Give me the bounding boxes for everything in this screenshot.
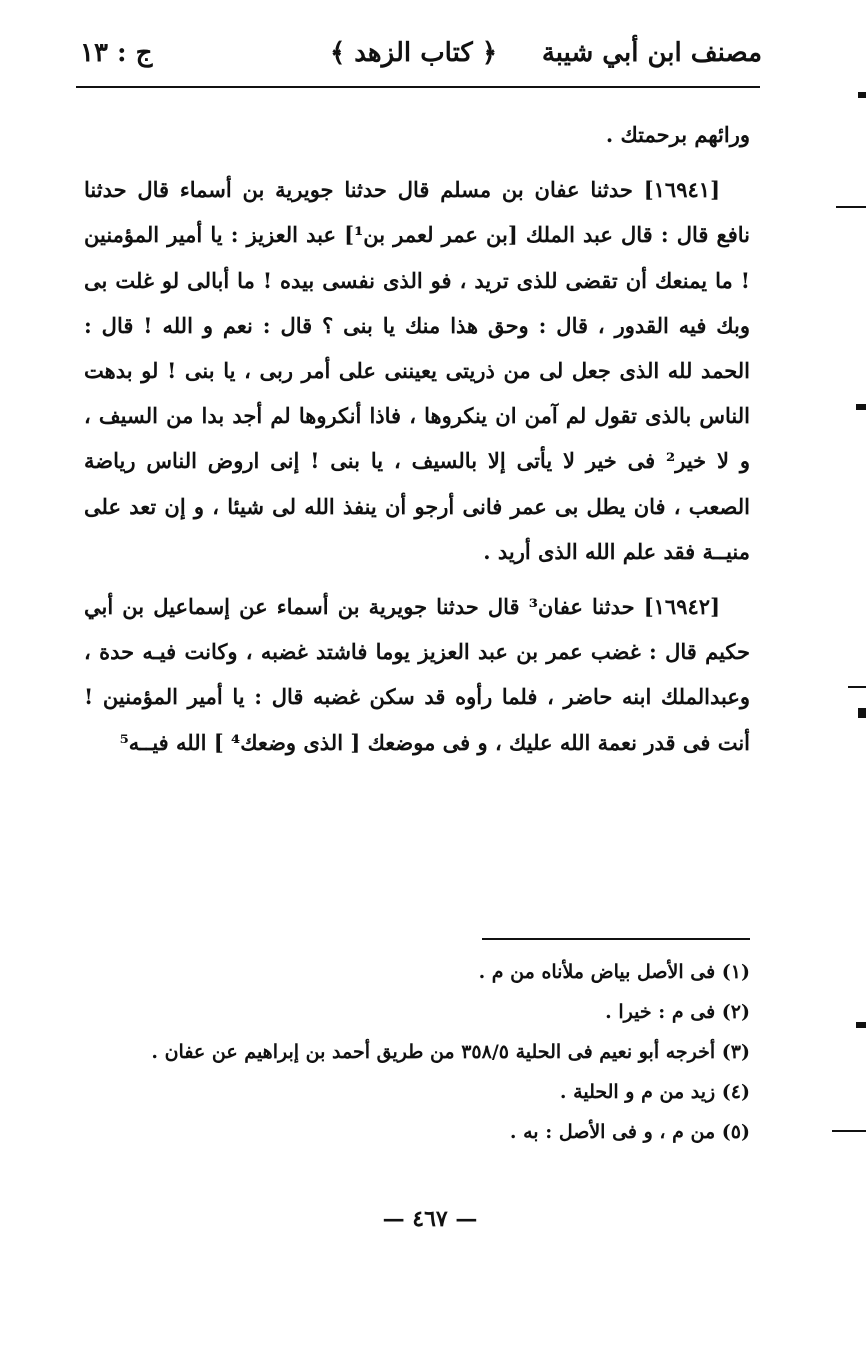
hadith-16942: [١٦٩٤٢] حدثنا عفان³ قال حدثنا جويرية بن أسماء عن إسماعيل بن أبي حكيم قال : غضب عمر بن عبد العزيز يوما فاشتد غضبه ، وكانت فيـه حدة ، وعبدالملك ابنه حاضر ، فلما رأوه قد سكن غضبه قال : يا أمير المؤمنين ! أنت فى قدر نعمة الله عليك ، و فى موضعك [ الذى وضعك⁴ ] الله فيــه⁵ [84, 594, 750, 755]
footnote-3: (٣) أخرجه أبو نعيم فى الحلية ٣٥٨/٥ من طريق أحمد بن إبراهيم عن عفان . [151, 1041, 750, 1063]
footnote-5: (٥) من م ، و فى الأصل : به . [509, 1121, 750, 1143]
scan-mark [848, 686, 866, 688]
scan-mark [858, 708, 866, 718]
scan-mark [832, 1130, 866, 1132]
header-rule [76, 86, 760, 88]
running-header-volume: ج : ١٣ [80, 38, 153, 68]
footnote-2: (٢) فى م : خيرا . [605, 1001, 750, 1023]
scan-mark [836, 206, 866, 208]
footnote-1: (١) فى الأصل بياض ملأناه من م . [478, 961, 750, 983]
footnote-4: (٤) زيد من م و الحلية . [559, 1081, 750, 1103]
scan-mark [856, 404, 866, 410]
scan-mark [858, 92, 866, 98]
footnote-rule [482, 938, 750, 940]
running-header-chapter: ﴿ كتاب الزهد ﴾ [330, 38, 498, 68]
scan-mark [856, 1022, 866, 1028]
page-number: — ٤٦٧ — [382, 1206, 478, 1232]
text-paragraph-continuation: ورائهم برحمتك . [605, 122, 750, 147]
main-text [84, 112, 750, 765]
hadith-16941: [١٦٩٤١] حدثنا عفان بن مسلم قال حدثنا جويرية بن أسماء قال حدثنا نافع قال : قال عبد الملك [بن عمر لعمر بن¹] عبد العزيز : يا أمير المؤمنين ! ما يمنعك أن تقضى للذى تريد ، فو الذى نفسى بيده ! ما أبالى لو غلت بى وبك فيه القدور ، قال : وحق هذا منك يا بنى ؟ قال : نعم و الله ! قال : الحمد لله الذى جعل لى من ذريتى يعيننى على أمر ربى ، يا بنى ! لو بدهت الناس بالذى تقول لم آمن ان ينكروها ، فاذا أنكروها لم أجد بدا من السيف ، و لا خير² فى خير لا يأتى إلا بالسيف ، يا بنى ! إنى اروض الناس رياضة الصعب ، فان يطل بى عمر فانى أرجو أن ينفذ الله لى شيئا ، و إن تعد على منيــة فقد علم الله الذى أريد . [84, 177, 750, 564]
running-header-book-title: مصنف ابن أبي شيبة [541, 38, 762, 68]
footnotes [84, 952, 750, 1152]
